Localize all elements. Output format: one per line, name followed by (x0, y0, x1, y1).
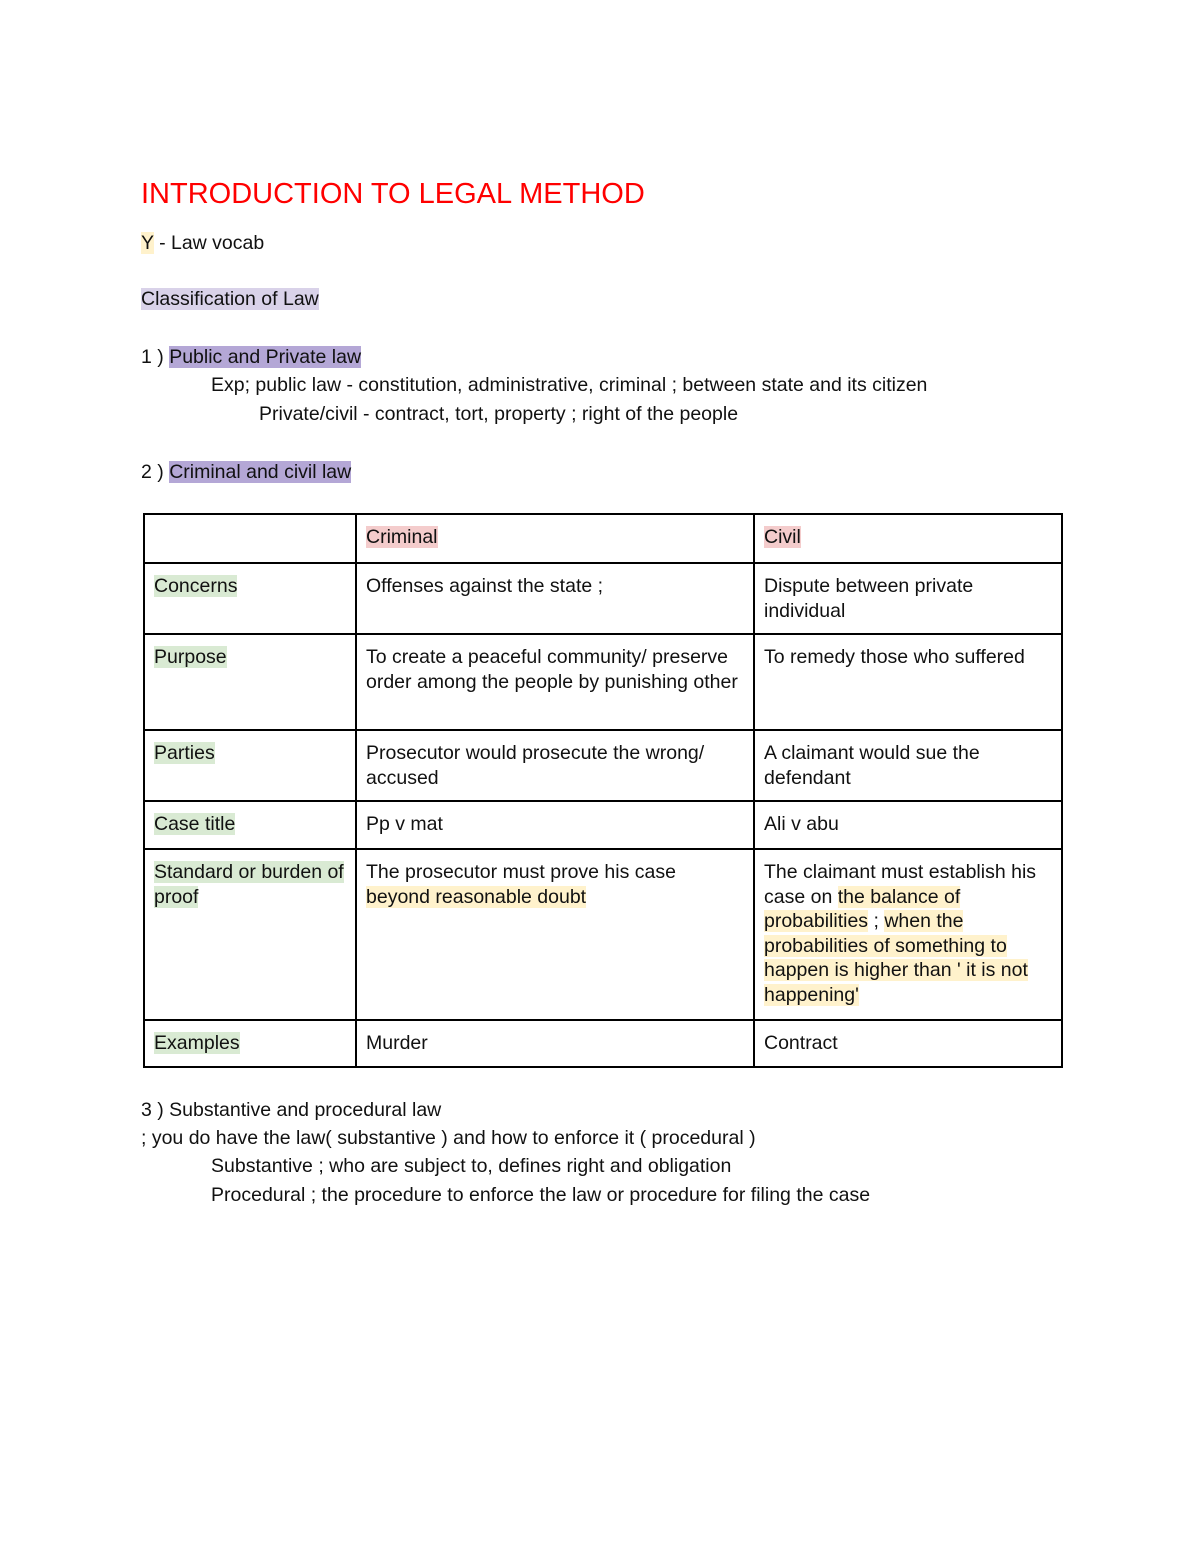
row-label: Parties (154, 742, 215, 764)
table-row (144, 801, 1062, 849)
row-label-cell (144, 634, 356, 730)
table-row (144, 849, 1062, 1020)
item2-number: 2 ) (141, 461, 170, 483)
item3-heading: 3 ) Substantive and procedural law (141, 1099, 442, 1121)
civil-header-label: Civil (764, 526, 801, 548)
row-label: Purpose (154, 646, 227, 668)
criminal-cell (356, 849, 754, 1020)
row-label-cell (144, 849, 356, 1020)
item2-heading-line (141, 460, 351, 484)
row-label-cell (144, 1020, 356, 1067)
legend-line (141, 231, 264, 255)
section-heading-line (141, 287, 319, 311)
item1-line2: Private/civil - contract, tort, property ; right of the people (259, 403, 739, 425)
civil-cell: Ali v abu (754, 801, 1062, 849)
row-label: Standard or burden of proof (154, 861, 344, 908)
criminal-highlight: beyond reasonable doubt (366, 885, 587, 908)
item1-heading-line (141, 345, 361, 369)
civil-cell (754, 849, 1062, 1020)
criminal-header-label: Criminal (366, 526, 438, 548)
civil-highlight-1: the balance of probabilities (764, 885, 961, 932)
criminal-cell: To create a peaceful community/ preserve order among the people by punishing other (356, 634, 754, 730)
table-cell-blank (144, 514, 356, 563)
item3-line3: Procedural ; the procedure to enforce the law or procedure for filing the case (211, 1184, 871, 1206)
civil-text-mid: ; (868, 910, 885, 932)
table-header-criminal (356, 514, 754, 563)
table-header-civil (754, 514, 1062, 563)
table-row (144, 563, 1062, 634)
row-label: Case title (154, 813, 236, 835)
row-label: Examples (154, 1032, 240, 1054)
page-title: INTRODUCTION TO LEGAL METHOD (141, 178, 645, 210)
item1-heading: Public and Private law (169, 346, 362, 368)
legend-marker: Y (141, 232, 154, 254)
item1-line1: Exp; public law - constitution, administrative, criminal ; between state and its citizen (211, 374, 928, 396)
criminal-cell: Pp v mat (356, 801, 754, 849)
criminal-text: The prosecutor must prove his case (366, 861, 676, 883)
criminal-cell: Offenses against the state ; (356, 563, 754, 634)
section-heading: Classification of Law (141, 288, 319, 310)
civil-cell: A claimant would sue the defendant (754, 730, 1062, 801)
civil-highlight-2: when the probabilities of something to happen is higher than ' it is not happening' (764, 910, 1028, 1006)
criminal-cell: Murder (356, 1020, 754, 1067)
criminal-civil-table (143, 513, 1063, 1068)
table-row (144, 634, 1062, 730)
civil-cell: Contract (754, 1020, 1062, 1067)
item1-number: 1 ) (141, 346, 170, 368)
row-label-cell (144, 801, 356, 849)
item2-heading: Criminal and civil law (169, 461, 352, 483)
table-header-row (144, 514, 1062, 563)
item3-line2: Substantive ; who are subject to, defines right and obligation (211, 1155, 732, 1177)
civil-cell: Dispute between private individual (754, 563, 1062, 634)
civil-text: The claimant must establish his case on (764, 861, 1037, 908)
criminal-cell: Prosecutor would prosecute the wrong/ accused (356, 730, 754, 801)
row-label: Concerns (154, 575, 238, 597)
table-row (144, 1020, 1062, 1067)
table-row (144, 730, 1062, 801)
row-label-cell (144, 563, 356, 634)
item3-line1: ; you do have the law( substantive ) and how to enforce it ( procedural ) (141, 1127, 756, 1149)
legend-text: - Law vocab (153, 232, 265, 254)
row-label-cell (144, 730, 356, 801)
civil-cell: To remedy those who suffered (754, 634, 1062, 730)
